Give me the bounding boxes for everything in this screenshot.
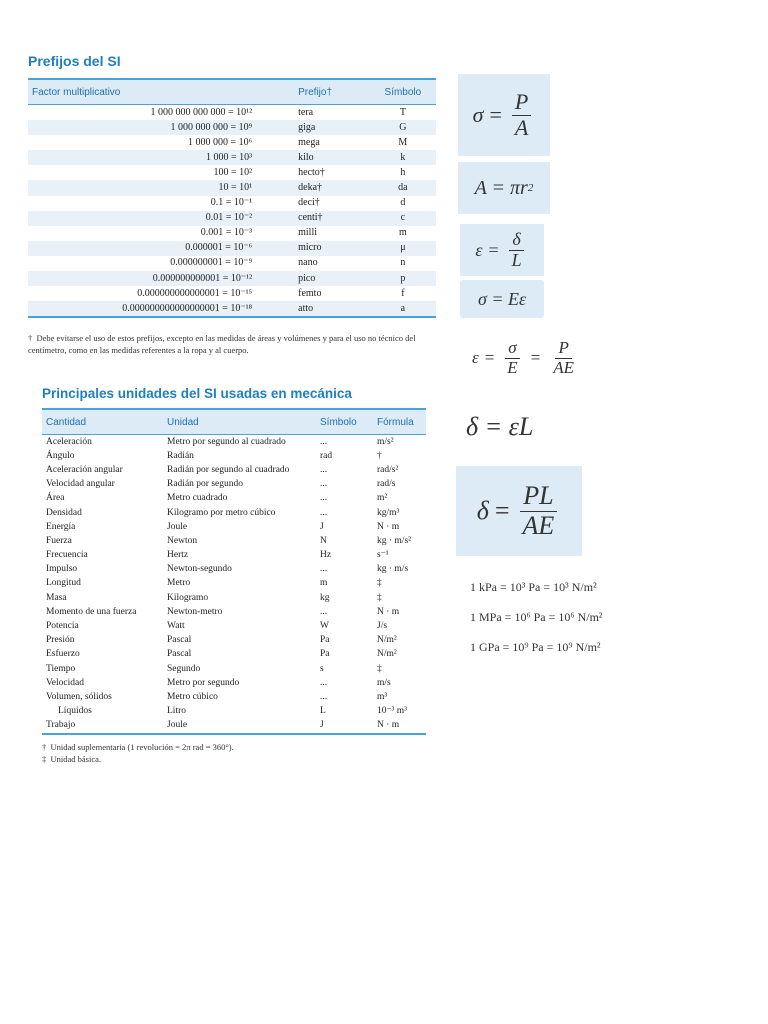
units-footnotes: [42, 741, 234, 765]
unit-quantity: Velocidad: [46, 677, 84, 688]
unit-formula: kg/m³: [377, 507, 400, 518]
prefix-row: [28, 120, 436, 135]
unit-name: Metro: [167, 578, 191, 589]
prefix-name: micro: [272, 241, 370, 256]
unit-name: Radián: [167, 450, 194, 461]
unit-name: Radián por segundo: [167, 479, 243, 490]
unit-name: Segundo: [167, 663, 201, 674]
unit-name: Newton: [167, 535, 198, 546]
unit-row: [42, 478, 426, 492]
units-footnote: ‡ Unidad básica.: [42, 754, 102, 764]
unit-formula: ‡: [377, 663, 382, 674]
prefix-symbol: M: [398, 136, 408, 148]
prefix-symbol: p: [370, 271, 436, 286]
units-table: [42, 408, 426, 735]
units-title: Principales unidades del SI usadas en mecánica: [42, 386, 352, 401]
prefix-factor: 0.000001 = 10⁻⁶: [28, 241, 272, 256]
prefix-name: hecto†: [298, 166, 325, 178]
footnote-text: Debe evitarse el uso de estos prefijos, excepto en las medidas de áreas y volúmenes y para el uso no técnico del centímetro, como en las medidas referentes a la ropa y al cuerpo.: [28, 333, 416, 355]
prefix-symbol: k: [370, 150, 436, 165]
prefix-name: mega: [298, 136, 320, 148]
unit-symbol: ...: [320, 436, 328, 447]
area-formula: A = πr 2: [458, 162, 550, 214]
prefix-symbol: μ: [370, 241, 436, 256]
unit-name: Pascal: [167, 635, 192, 646]
unit-row: [42, 520, 426, 534]
unit-row: [42, 605, 426, 619]
prefixes-header-row: [28, 79, 436, 105]
prefix-row: [28, 165, 436, 180]
unit-quantity: Fuerza: [46, 535, 72, 546]
unit-symbol: N: [320, 535, 327, 546]
unit-name: Hertz: [167, 550, 189, 561]
prefix-row: [28, 271, 436, 286]
unit-formula: N · m: [373, 719, 426, 734]
unit-name: Newton-metro: [167, 606, 223, 617]
prefix-row: [28, 301, 436, 317]
unit-name: Metro cuadrado: [167, 493, 228, 504]
prefix-factor: 0.01 = 10⁻²: [28, 211, 272, 226]
prefix-symbol: a: [370, 301, 436, 317]
prefixes-footnote: [28, 332, 436, 356]
unit-row: [42, 463, 426, 477]
unit-formula: m³: [377, 691, 388, 702]
prefix-row: [28, 211, 436, 226]
prefix-row: [28, 135, 436, 150]
prefix-symbol: m: [398, 227, 407, 239]
unit-formula: N/m²: [377, 649, 397, 660]
header-unit-symbol: Símbolo: [316, 409, 373, 435]
unit-quantity: Impulso: [46, 564, 78, 575]
unit-quantity: Frecuencia: [46, 550, 88, 561]
prefix-row: [28, 256, 436, 271]
unit-formula: N/m²: [377, 635, 397, 646]
mpa-conversion: 1 MPa = 10⁶ Pa = 10⁶ N/m²: [470, 610, 603, 624]
prefix-name: femto: [298, 287, 322, 299]
unit-quantity: Masa: [46, 592, 67, 603]
unit-symbol: ...: [320, 606, 328, 617]
unit-quantity: Longitud: [46, 578, 81, 589]
unit-formula: m/s²: [377, 436, 394, 447]
unit-symbol: Hz: [320, 550, 332, 561]
units-footnote: † Unidad suplementaria (1 revolución = 2π rad = 360°).: [42, 742, 234, 752]
unit-row: [42, 690, 426, 704]
unit-quantity: Momento de una fuerza: [46, 606, 137, 617]
unit-name: Kilogramo por metro cúbico: [167, 507, 276, 518]
unit-quantity: Volumen, sólidos: [46, 691, 112, 702]
header-formula: Fórmula: [373, 409, 426, 435]
unit-name: Newton-segundo: [167, 564, 232, 575]
unit-formula: ‡: [377, 592, 382, 603]
unit-formula: s⁻¹: [377, 550, 389, 561]
unit-name: Litro: [167, 706, 186, 717]
unit-row: [42, 705, 426, 719]
unit-formula: kg · m/s: [377, 564, 409, 575]
prefixes-title: Prefijos del SI: [28, 53, 121, 69]
prefix-row: [28, 150, 436, 165]
header-factor: Factor multiplicativo: [28, 79, 272, 105]
strain-stress-formula: ε = $\frac{\sigma}{E}$ = $\frac{P}{AE}$: [472, 337, 575, 377]
header-unit: Unidad: [163, 409, 316, 435]
unit-formula: N · m: [377, 521, 400, 532]
unit-symbol: ...: [320, 691, 328, 702]
gpa-conversion: 1 GPa = 10⁹ Pa = 10⁹ N/m²: [470, 640, 601, 654]
unit-formula: N · m: [377, 606, 400, 617]
prefix-name: nano: [298, 257, 318, 269]
unit-quantity: Trabajo: [42, 719, 163, 734]
prefix-row: [28, 241, 436, 256]
unit-row: [42, 719, 426, 734]
unit-name: Watt: [167, 621, 185, 632]
unit-row: [42, 662, 426, 676]
prefix-row: [28, 105, 436, 121]
prefix-factor: 1 000 = 10³: [28, 150, 272, 165]
unit-quantity: Densidad: [46, 507, 82, 518]
kpa-conversion: 1 kPa = 10³ Pa = 10³ N/m²: [470, 580, 597, 594]
prefix-symbol: G: [370, 120, 436, 135]
unit-row: [42, 619, 426, 633]
prefix-symbol: c: [370, 211, 436, 226]
unit-symbol: L: [320, 706, 326, 717]
unit-symbol: ...: [320, 507, 328, 518]
prefix-factor: 1 000 000 = 10⁶: [187, 136, 253, 148]
prefix-symbol: h: [400, 166, 406, 178]
unit-formula: J/s: [377, 621, 388, 632]
unit-quantity: Aceleración: [46, 436, 92, 447]
stress-formula: σ = $\frac{P}{A}$: [458, 74, 550, 156]
unit-formula: kg · m/s²: [377, 535, 411, 546]
unit-row: [42, 534, 426, 548]
unit-row: [42, 549, 426, 563]
prefix-factor: 100 = 10²: [213, 166, 253, 178]
unit-symbol: rad: [320, 450, 333, 461]
units-header-row: [42, 409, 426, 435]
prefix-name: deka†: [272, 180, 370, 195]
unit-quantity: Potencia: [46, 621, 79, 632]
unit-row: [42, 591, 426, 605]
unit-name: Metro por segundo: [167, 677, 240, 688]
unit-symbol: s: [320, 663, 324, 674]
strain-formula: ε = $\frac{\delta}{L}$: [460, 224, 544, 276]
prefix-name: pico: [272, 271, 370, 286]
prefix-symbol: d: [400, 197, 406, 209]
header-quantity: Cantidad: [42, 409, 163, 435]
unit-formula: †: [377, 450, 382, 461]
unit-row: [42, 435, 426, 450]
prefix-name: giga: [272, 120, 370, 135]
unit-symbol: Pa: [320, 649, 330, 660]
unit-quantity: Presión: [46, 635, 75, 646]
unit-formula: m²: [377, 493, 388, 504]
prefix-symbol: n: [400, 257, 406, 269]
unit-quantity: Aceleración angular: [46, 464, 123, 475]
unit-name: Pascal: [167, 649, 192, 660]
unit-name: Kilogramo: [167, 592, 209, 603]
prefix-name: atto: [272, 301, 370, 317]
prefix-factor: 1 000 000 000 = 10⁹: [28, 120, 272, 135]
prefix-factor: 0.1 = 10⁻¹: [210, 197, 253, 209]
unit-formula: rad/s²: [377, 464, 399, 475]
unit-symbol: Pa: [320, 635, 330, 646]
unit-symbol: ...: [320, 493, 328, 504]
unit-symbol: ...: [320, 479, 328, 490]
unit-name: Joule: [167, 521, 188, 532]
unit-formula: 10⁻³ m³: [377, 706, 407, 717]
prefix-factor: 0.000000000000001 = 10⁻¹⁵: [137, 287, 253, 299]
unit-row: [42, 492, 426, 506]
unit-quantity: Ángulo: [46, 450, 75, 461]
unit-quantity: Líquidos: [58, 706, 92, 717]
prefix-symbol: T: [399, 106, 406, 118]
unit-row: [42, 676, 426, 690]
prefix-name: tera: [298, 106, 314, 118]
unit-quantity: Velocidad angular: [46, 479, 115, 490]
unit-quantity: Tiempo: [46, 663, 76, 674]
prefix-symbol: da: [370, 180, 436, 195]
prefix-factor: 0.000000000001 = 10⁻¹²: [28, 271, 272, 286]
prefix-row: [28, 196, 436, 211]
axial-deformation-formula: δ = $\frac{PL}{AE}$: [456, 466, 582, 556]
prefix-row: [28, 180, 436, 195]
header-symbol: Símbolo: [370, 79, 436, 105]
unit-row: [42, 634, 426, 648]
unit-symbol: W: [320, 621, 329, 632]
unit-name: Joule: [163, 719, 316, 734]
prefix-name: milli: [298, 227, 318, 239]
unit-name: Metro cúbico: [167, 691, 218, 702]
prefix-symbol: f: [401, 287, 405, 299]
unit-symbol: m: [320, 578, 328, 589]
prefix-factor: 10 = 10¹: [28, 180, 272, 195]
unit-quantity: Esfuerzo: [46, 649, 80, 660]
unit-row: [42, 648, 426, 662]
unit-quantity: Área: [46, 493, 65, 504]
unit-row: [42, 506, 426, 520]
unit-symbol: J: [320, 521, 324, 532]
unit-symbol: ...: [320, 677, 328, 688]
unit-name: Radián por segundo al cuadrado: [167, 464, 290, 475]
header-prefix: Prefijo†: [272, 79, 370, 105]
prefix-name: centi†: [272, 211, 370, 226]
unit-row: [42, 563, 426, 577]
unit-symbol: kg: [320, 592, 330, 603]
prefix-factor: 0.000000001 = 10⁻⁹: [170, 257, 253, 269]
unit-row: [42, 449, 426, 463]
unit-name: Metro por segundo al cuadrado: [167, 436, 286, 447]
unit-symbol: J: [316, 719, 373, 734]
prefix-row: [28, 286, 436, 301]
hooke-formula: σ = Eε: [460, 280, 544, 318]
footnote-mark: †: [28, 333, 33, 343]
prefix-name: kilo: [272, 150, 370, 165]
unit-symbol: ...: [320, 464, 328, 475]
unit-formula: rad/s: [377, 479, 396, 490]
unit-symbol: ...: [320, 564, 328, 575]
unit-formula: ‡: [377, 578, 382, 589]
unit-quantity: Energía: [46, 521, 76, 532]
prefix-factor: 0.000000000000000001 = 10⁻¹⁸: [28, 301, 272, 317]
prefix-factor: 0.001 = 10⁻³: [200, 227, 253, 239]
deformation-formula: δ = εL: [466, 412, 534, 441]
prefixes-table: [28, 78, 436, 318]
prefix-factor: 1 000 000 000 000 = 10¹²: [150, 106, 253, 118]
prefix-row: [28, 226, 436, 241]
unit-formula: m/s: [377, 677, 391, 688]
unit-row: [42, 577, 426, 591]
prefix-name: deci†: [298, 197, 320, 209]
